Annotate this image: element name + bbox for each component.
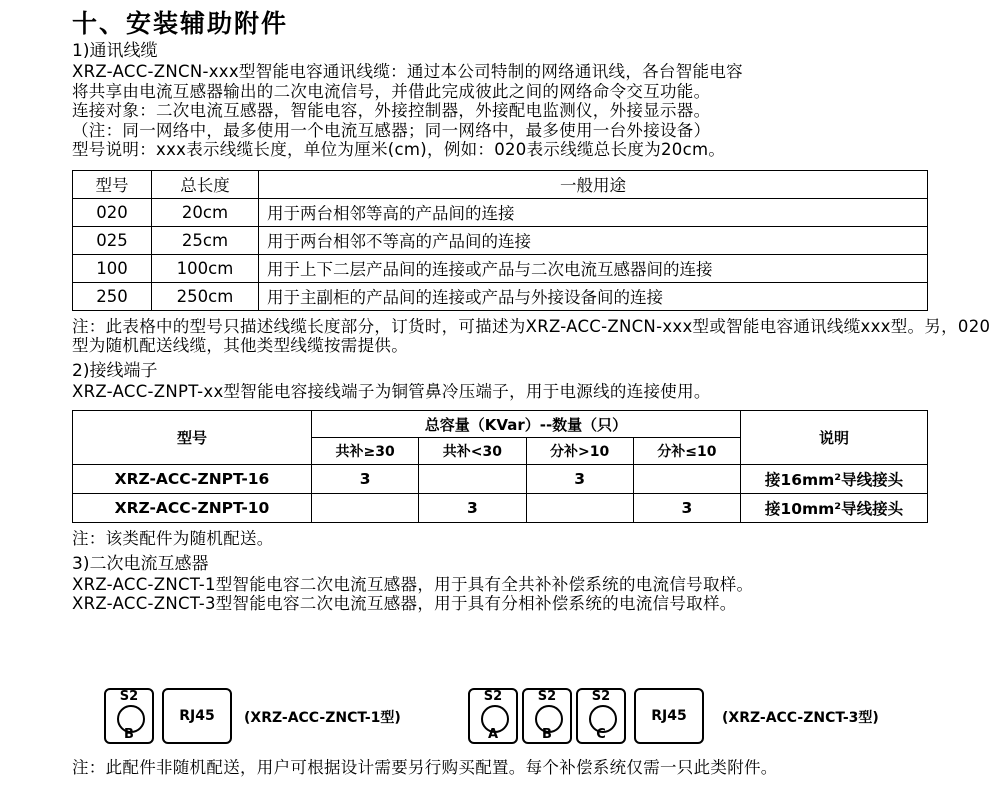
- cell-usage: 用于主副柜的产品间的连接或产品与外接设备间的连接: [259, 282, 928, 310]
- section-3-line: XRZ-ACC-ZNCT-3型智能电容二次电流互感器，用于具有分相补偿系统的电流信号取样。: [72, 594, 737, 613]
- cell-desc: 接16mm²导线接头: [741, 465, 928, 494]
- header-desc: 说明: [741, 411, 928, 465]
- section-1-line: 将共享由电流互感器输出的二次电流信号，并借此完成彼此之间的网络命令交互功能。: [72, 81, 711, 101]
- cell-qty: 3: [419, 494, 526, 523]
- cell-model: 250: [73, 282, 152, 310]
- phase-label: A: [487, 727, 499, 742]
- subheader: 共补<30: [419, 438, 526, 465]
- section-3-heading: 3)二次电流互感器: [72, 553, 209, 574]
- phase-label: B: [542, 727, 552, 742]
- cable-table: [72, 170, 928, 311]
- cell-length: 250cm: [152, 282, 259, 310]
- cell-model: XRZ-ACC-ZNPT-16: [73, 465, 312, 494]
- cell-length: 25cm: [152, 226, 259, 254]
- table-row: [73, 198, 928, 226]
- cell-qty: 3: [633, 494, 740, 523]
- header-capacity-group: 总容量（KVar）--数量（只）: [312, 411, 741, 438]
- cell-model: XRZ-ACC-ZNPT-10: [73, 494, 312, 523]
- ct-diagrams: [104, 688, 924, 748]
- table-row: [73, 494, 928, 523]
- table-header-row: [73, 411, 928, 438]
- document: [72, 0, 992, 614]
- section-3-note: 注：此配件非随机配送，用户可根据设计需要另行购买配置。每个补偿系统仅需一只此类附件。: [72, 758, 778, 777]
- table-row: [73, 465, 928, 494]
- ct1-caption: (XRZ-ACC-ZNCT-1型): [244, 710, 401, 726]
- header-model: 型号: [73, 170, 152, 198]
- terminal-table: [72, 410, 928, 523]
- cell-qty: [312, 494, 419, 523]
- phase-label: C: [596, 727, 606, 742]
- cell-length: 20cm: [152, 198, 259, 226]
- table-row: [73, 282, 928, 310]
- section-2-note: 注：该类配件为随机配送。: [72, 529, 274, 548]
- ct1-rj45-port: RJ45: [162, 688, 232, 744]
- ct3-rj45-port: RJ45: [634, 688, 704, 744]
- subheader: 分补>10: [526, 438, 633, 465]
- cell-qty: [419, 465, 526, 494]
- section-1-line: XRZ-ACC-ZNCN-xxx型智能电容通讯线缆：通过本公司特制的网络通讯线，各台智能电容: [72, 62, 743, 81]
- cell-qty: [633, 465, 740, 494]
- section-2-heading: 2)接线端子: [72, 360, 158, 381]
- s2-label: S2: [537, 689, 557, 704]
- section-1-line: 连接对象：二次电流互感器，智能电容，外接控制器，外接配电监测仪，外接显示器。: [72, 101, 711, 120]
- cell-usage: 用于两台相邻不等高的产品间的连接: [259, 226, 928, 254]
- ct3-caption: (XRZ-ACC-ZNCT-3型): [722, 710, 879, 726]
- ct3-sensor-c: [576, 688, 626, 744]
- ct1-sensor-b: [104, 688, 154, 744]
- header-length: 总长度: [152, 170, 259, 198]
- cell-qty: [526, 494, 633, 523]
- cell-desc: 接10mm²导线接头: [741, 494, 928, 523]
- ct3-sensor-a: [468, 688, 518, 744]
- cell-usage: 用于上下二层产品间的连接或产品与二次电流互感器间的连接: [259, 254, 928, 282]
- cell-model: 100: [73, 254, 152, 282]
- section-3-line: XRZ-ACC-ZNCT-1型智能电容二次电流互感器，用于具有全共补补偿系统的电流信号取样。: [72, 574, 754, 594]
- cell-model: 025: [73, 226, 152, 254]
- table-header-row: [73, 170, 928, 198]
- s2-label: S2: [483, 689, 503, 704]
- page-title: 十、安装辅助附件: [72, 9, 289, 38]
- section-1-line: （注：同一网络中，最多使用一个电流互感器；同一网络中，最多使用一台外接设备）: [72, 120, 711, 140]
- section-1-line: 型号说明：xxx表示线缆长度，单位为厘米(cm)，例如：020表示线缆总长度为20cm。: [72, 140, 726, 159]
- cell-usage: 用于两台相邻等高的产品间的连接: [259, 198, 928, 226]
- section-2-line: XRZ-ACC-ZNPT-xx型智能电容接线端子为铜管鼻冷压端子，用于电源线的连接使用。: [72, 381, 711, 401]
- table-row: [73, 254, 928, 282]
- table-row: [73, 226, 928, 254]
- cell-model: 020: [73, 198, 152, 226]
- cell-qty: 3: [526, 465, 633, 494]
- ct3-sensor-b: [522, 688, 572, 744]
- s2-label: S2: [119, 689, 139, 704]
- section-1-note: 注：此表格中的型号只描述线缆长度部分，订货时，可描述为XRZ-ACC-ZNCN-xxx型或智能电容通讯线缆xxx型。另，020型为随机配送线缆，其他类型线缆按需提供。: [72, 316, 991, 355]
- header-usage: 一般用途: [259, 170, 928, 198]
- section-1-body: [72, 62, 992, 160]
- cell-qty: 3: [312, 465, 419, 494]
- subheader: 分补≤10: [633, 438, 740, 465]
- phase-label: B: [124, 727, 134, 742]
- header-model: 型号: [73, 411, 312, 465]
- s2-label: S2: [591, 689, 611, 704]
- subheader: 共补≥30: [312, 438, 419, 465]
- cell-length: 100cm: [152, 254, 259, 282]
- section-1-heading: 1)通讯线缆: [72, 41, 158, 61]
